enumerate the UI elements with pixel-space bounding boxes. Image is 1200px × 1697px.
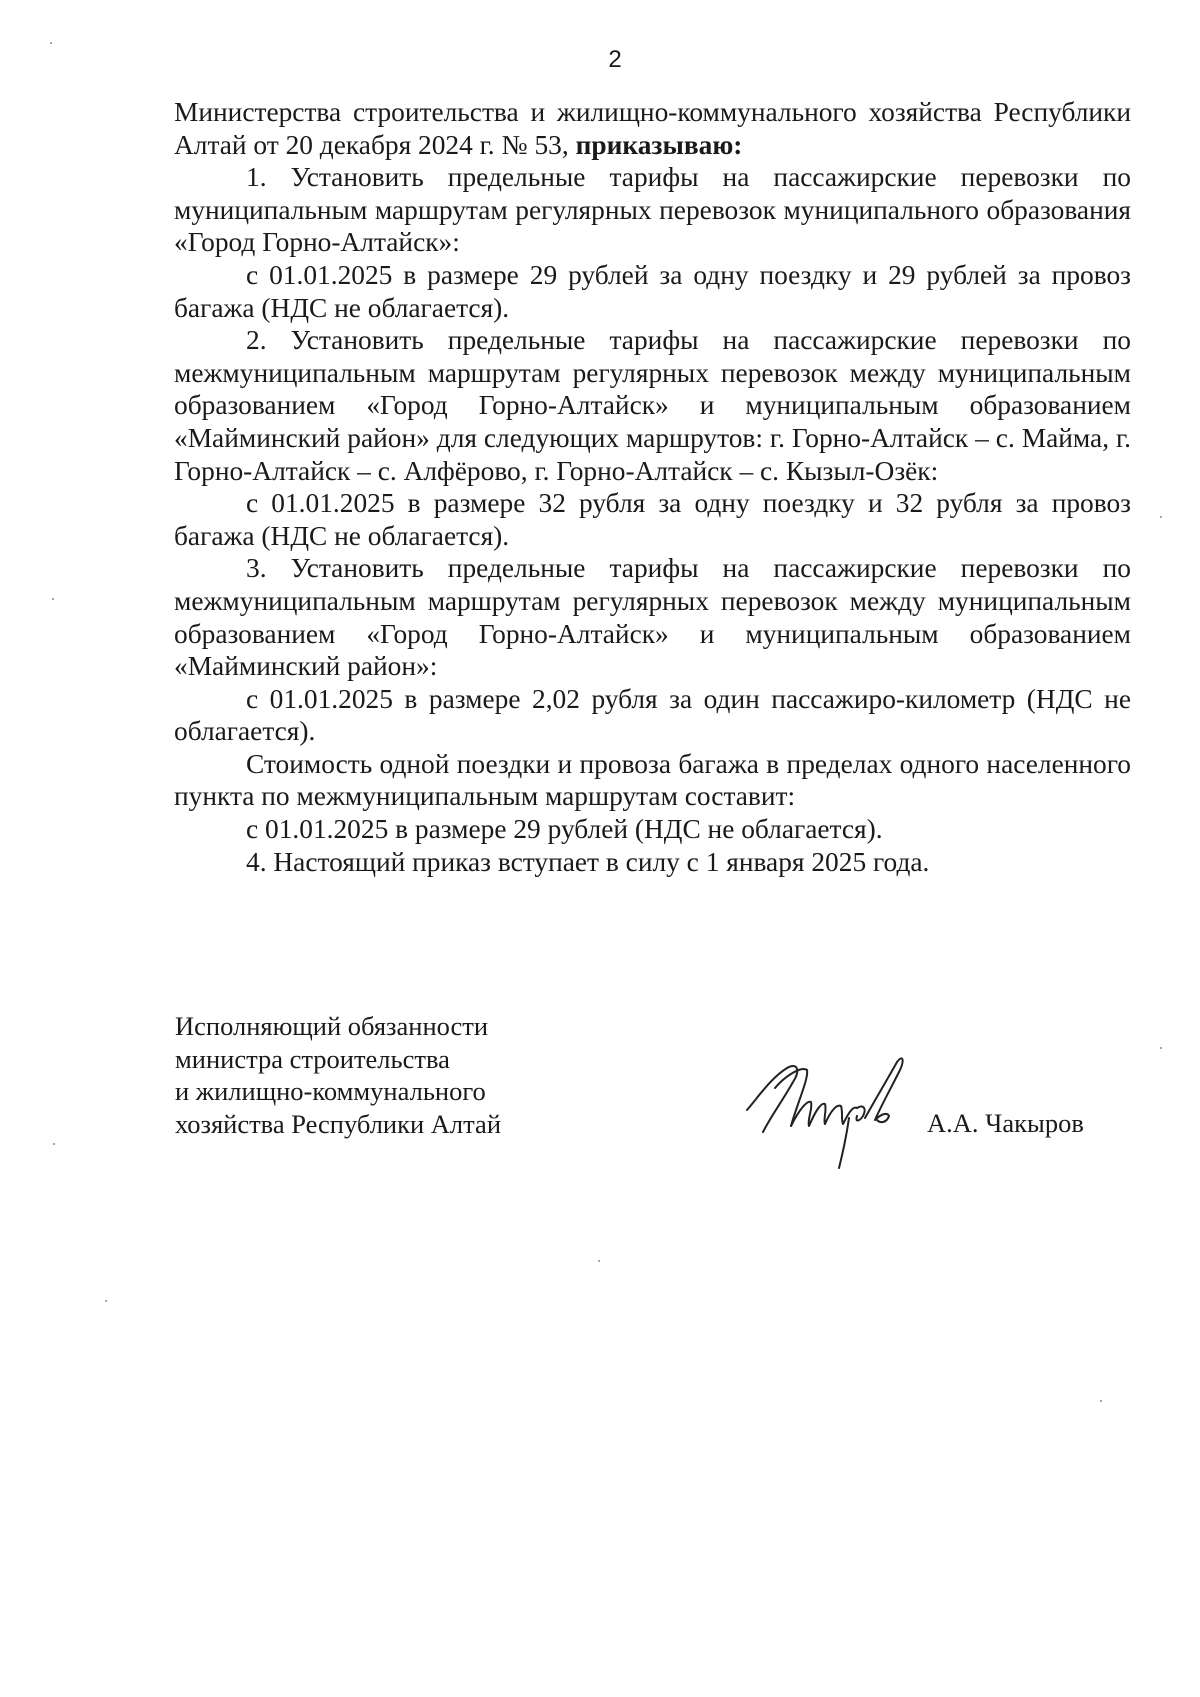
scan-speck [1160,1047,1162,1049]
scan-speck [1100,1400,1102,1402]
signatory-title-line: хозяйства Республики Алтай [175,1108,501,1139]
scan-speck [50,42,52,44]
order-body [174,96,1131,878]
order-keyword: приказываю: [575,129,743,160]
item-1-tariff: с 01.01.2025 в размере 29 рублей за одну поездку и 29 рублей за провоз багажа (НДС не облагается). [174,259,1131,323]
item-1-paragraph: 1. Установить предельные тарифы на пассажирские перевозки по муниципальным маршрутам регулярных перевозок муниципального образования «Город Горно-Алтайск»: [174,162,1131,258]
item-4-paragraph: 4. Настоящий приказ вступает в силу с 1 января 2025 года. [246,846,930,877]
item-2-paragraph: 2. Установить предельные тарифы на пассажирские перевозки по межмуниципальным маршрутам регулярных перевозок между муниципальным образованием «Город Горно-Алтайск» и муниципальным образованием «Майминский район» для следующих маршрутов: г. Горно-Алтайск – с. Майма, г. Горно-Алтайск – с. Алфёрово, г. Горно-Алтайск – с. Кызыл-Озёк: [174,325,1131,486]
single-settlement-paragraph: Стоимость одной поездки и провоза багажа в пределах одного населенного пункта по межмуниципальным маршрутам составит: [174,748,1131,812]
scan-speck [1160,516,1162,518]
signatory-title-line: министра строительства [175,1043,450,1074]
item-2-tariff: с 01.01.2025 в размере 32 рубля за одну поездку и 32 рубля за провоз багажа (НДС не облагается). [174,488,1131,551]
signatory-title-line: и жилищно-коммунального [175,1076,486,1106]
handwritten-signature [745,1048,925,1178]
intro-paragraph [174,96,1131,161]
signatory-name: А.А. Чакыров [927,1108,1084,1138]
single-settlement-tariff: с 01.01.2025 в размере 29 рублей (НДС не облагается). [246,814,883,845]
intro-text: Министерства строительства и жилищно-коммунального хозяйства Республики Алтай от 20 декабря 2024 г. № 53, [174,97,1131,160]
page-number: 2 [608,46,622,73]
scan-speck [53,1143,55,1145]
signatory-title-line: Исполняющий обязанности [175,1011,489,1041]
item-3-tariff: с 01.01.2025 в размере 2,02 рубля за один пассажиро-километр (НДС не облагается). [174,683,1131,747]
scan-speck [105,1300,107,1302]
scan-speck [52,598,54,600]
signatory-title [175,1010,501,1140]
scan-speck [598,1260,600,1262]
item-3-paragraph: 3. Установить предельные тарифы на пассажирские перевозки по межмуниципальным маршрутам регулярных перевозок между муниципальным образованием «Город Горно-Алтайск» и муниципальным образованием «Майминский район»: [174,553,1131,682]
